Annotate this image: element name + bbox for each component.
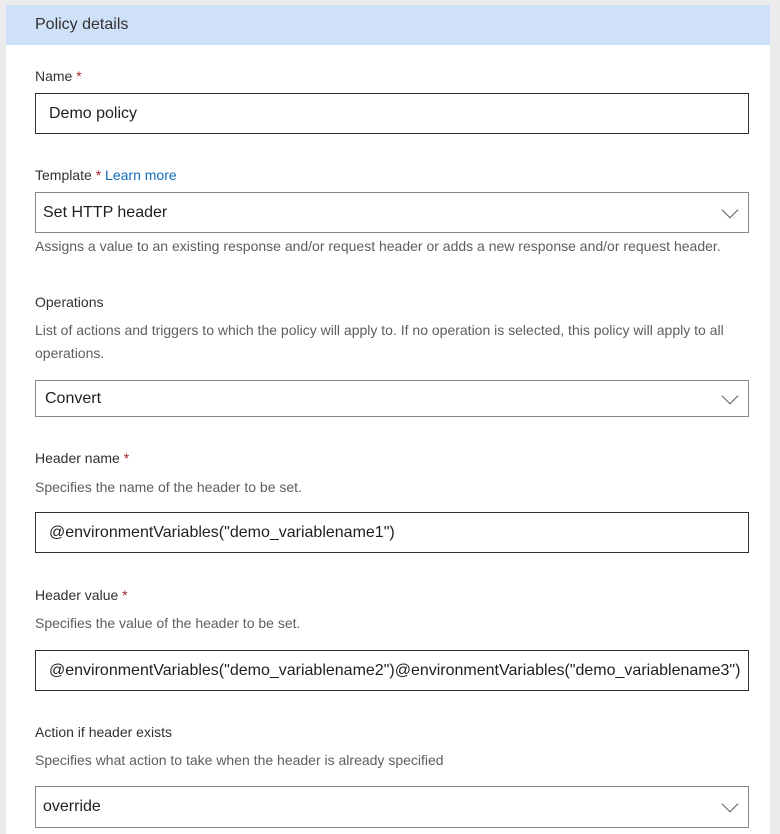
- chevron-down-icon: [722, 387, 739, 404]
- operations-description: List of actions and triggers to which the policy will apply to. If no operation is selected, this policy will apply to all operations.: [35, 322, 724, 361]
- name-input[interactable]: Demo policy: [35, 93, 749, 134]
- name-label: Name *: [35, 68, 82, 84]
- learn-more-link[interactable]: Learn more: [105, 167, 177, 183]
- header-name-description: Specifies the name of the header to be set.: [35, 479, 302, 495]
- section-title: Policy details: [35, 16, 129, 33]
- chevron-down-icon: [722, 201, 739, 218]
- header-value-label: Header value *: [35, 587, 128, 603]
- policy-details-panel: [6, 5, 770, 834]
- template-label: Template * Learn more: [35, 167, 177, 183]
- action-dropdown[interactable]: override: [35, 786, 749, 828]
- template-dropdown[interactable]: Set HTTP header: [35, 192, 749, 233]
- template-description: Assigns a value to an existing response and/or request header or adds a new response and/or request header.: [35, 238, 721, 254]
- operations-label: Operations: [35, 294, 104, 310]
- chevron-down-icon: [722, 796, 739, 813]
- operations-dropdown[interactable]: Convert: [35, 380, 749, 417]
- action-label: Action if header exists: [35, 724, 172, 740]
- header-name-label: Header name *: [35, 450, 130, 466]
- header-name-input[interactable]: @environmentVariables("demo_variablename1"): [35, 512, 749, 553]
- header-value-description: Specifies the value of the header to be set.: [35, 615, 301, 631]
- section-header: [6, 5, 770, 45]
- header-value-input[interactable]: @environmentVariables("demo_variablename2")@environmentVariables("demo_variablename3"): [35, 650, 749, 691]
- action-description: Specifies what action to take when the header is already specified: [35, 752, 444, 768]
